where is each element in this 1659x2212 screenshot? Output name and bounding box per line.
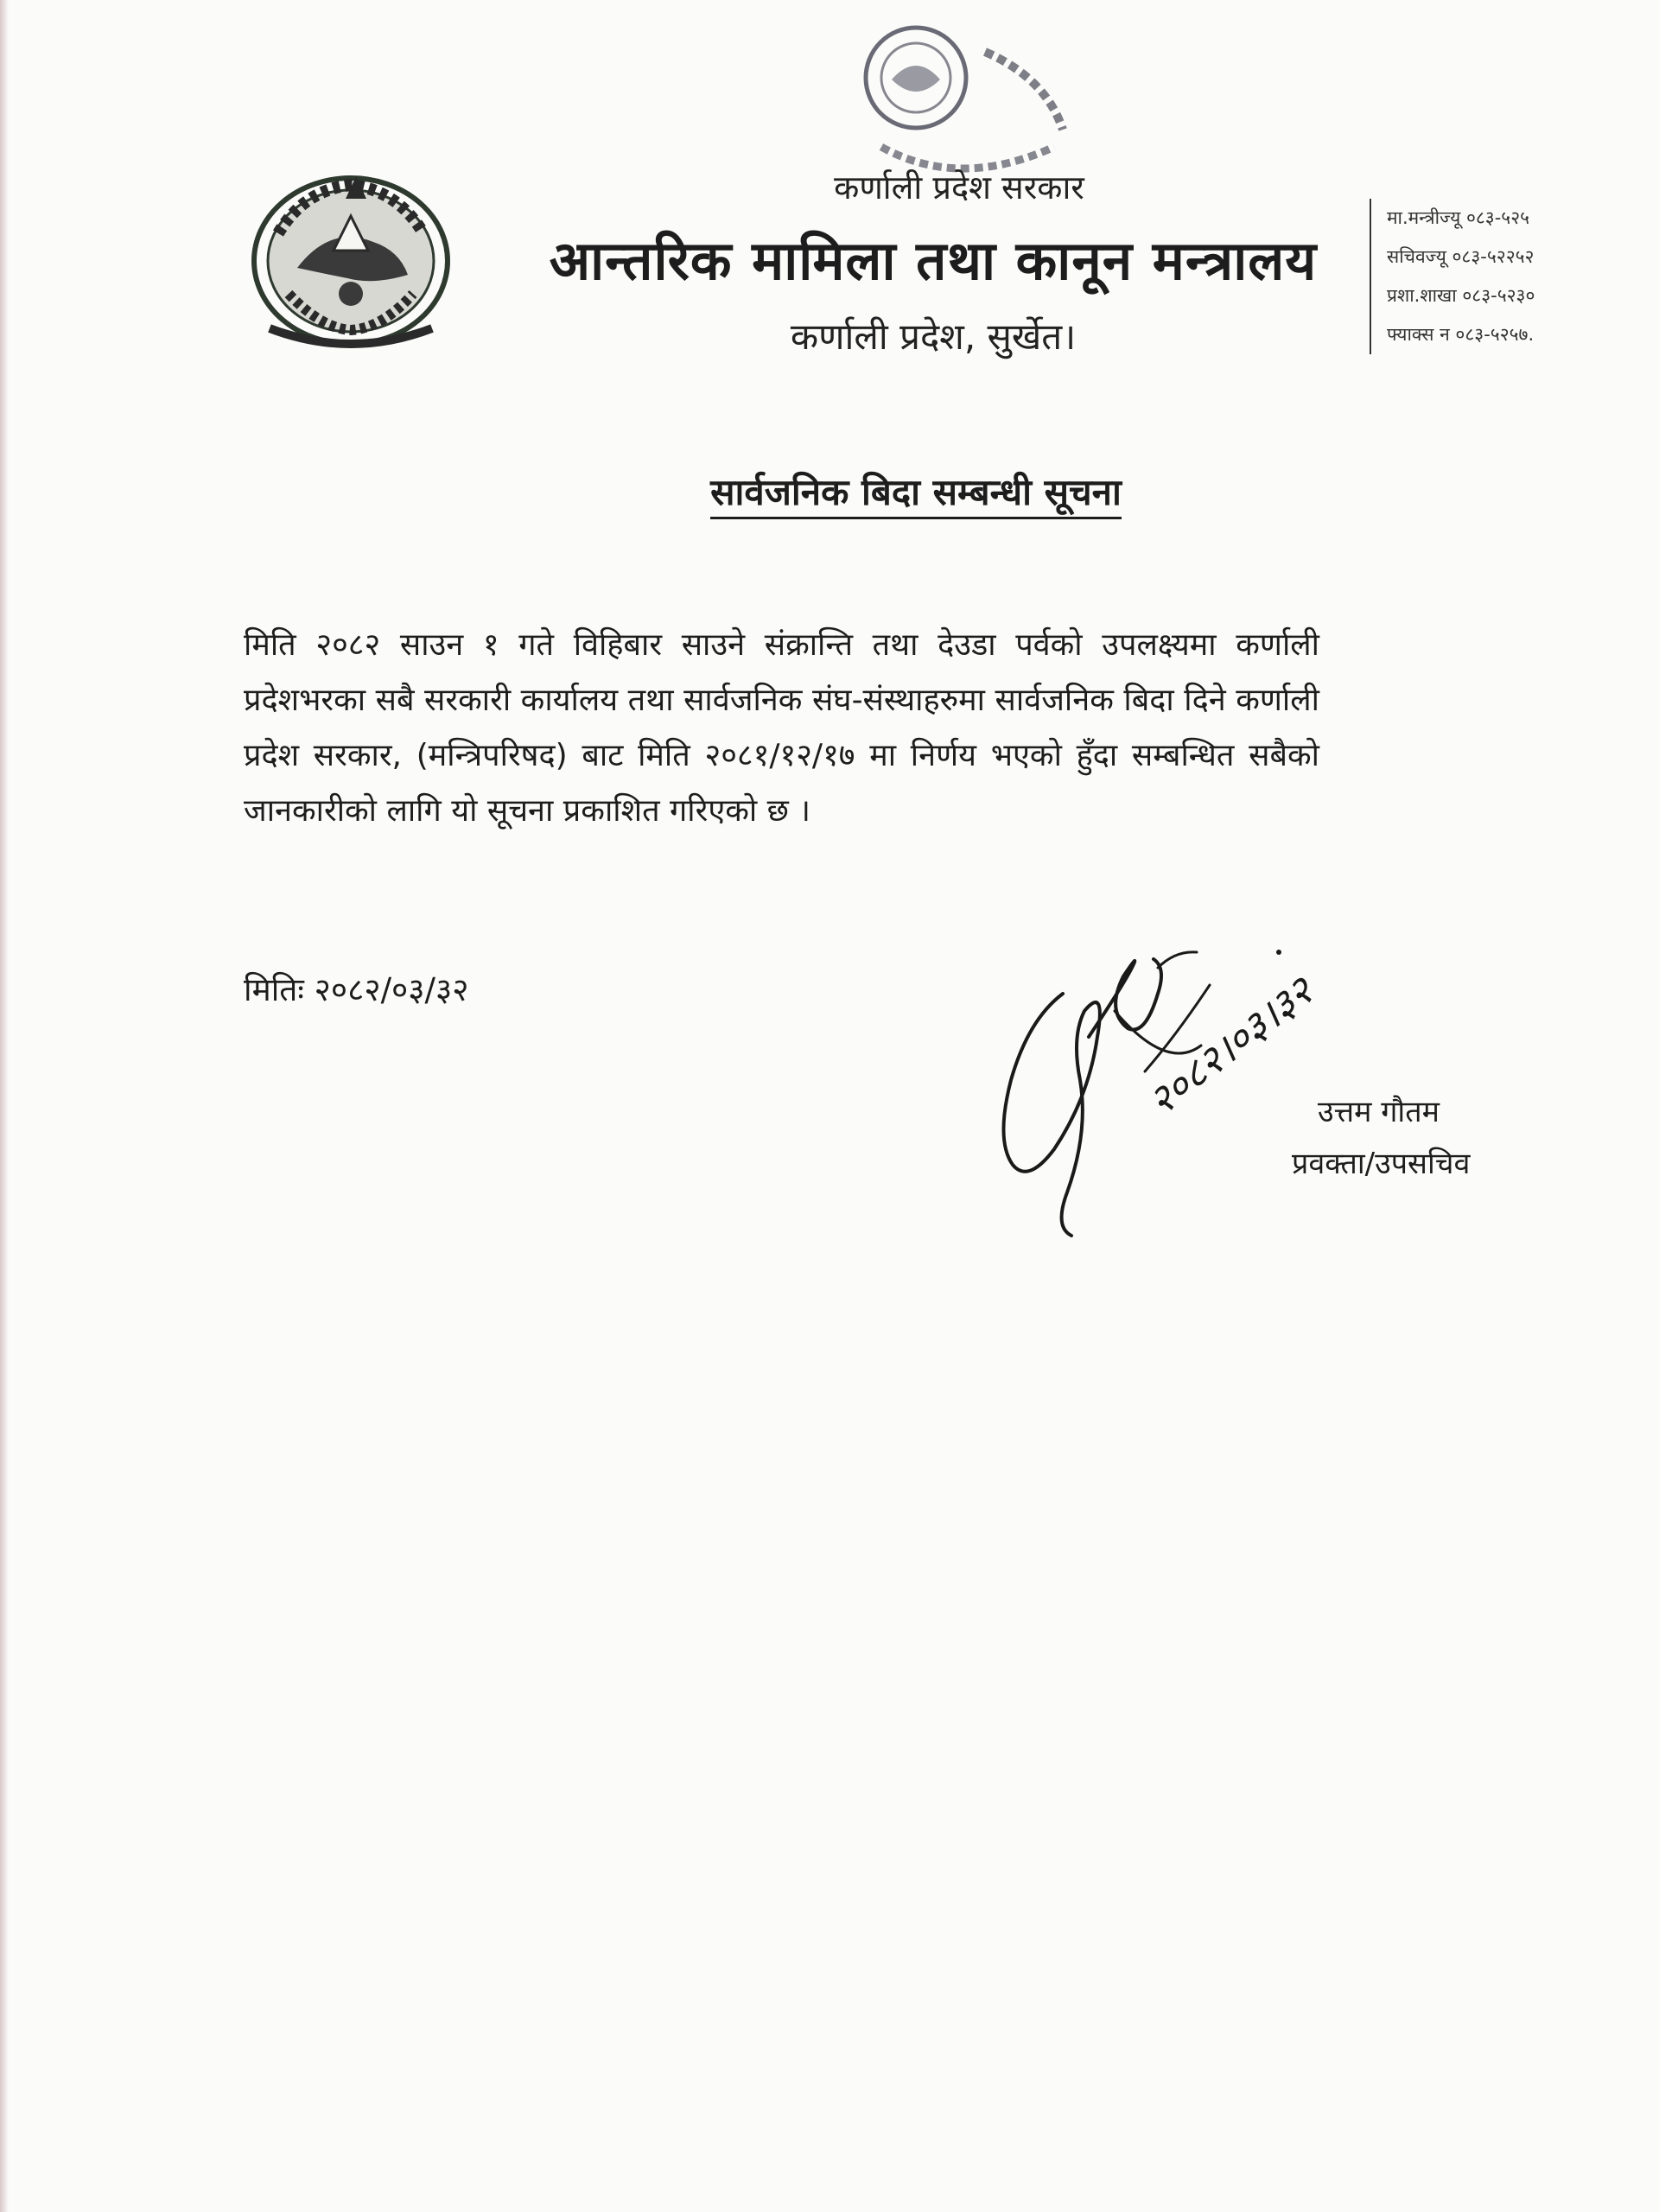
page-edge xyxy=(0,0,9,2212)
contact-list xyxy=(1370,199,1646,354)
contact-minister: मा.मन्त्रीज्यू ०८३-५२५ xyxy=(1387,207,1530,228)
ministry-name: आन्तरिक मामिला तथा कानून मन्त्रालय xyxy=(549,229,1318,292)
notice-title-text: सार्वजनिक बिदा सम्बन्धी सूचना xyxy=(710,471,1122,519)
office-location: कर्णाली प्रदेश, सुर्खेत। xyxy=(790,315,1077,358)
signatory-title: प्रवक्ता/उपसचिव xyxy=(1292,1147,1471,1181)
notice-title xyxy=(605,467,1227,516)
notice-body: मिति २०८२ साउन १ गते विहिबार साउने संक्रान्ति तथा देउडा पर्वको उपलक्ष्यमा कर्णाली प्रदेशभरका सबै सरकारी कार्यालय तथा सार्वजनिक संघ-संस्थाहरुमा सार्वजनिक बिदा दिने कर्णाली प्रदेश सरकार, (मन्त्रिपरिषद) बाट मिति २०८१/१२/१७ मा निर्णय भएको हुँदा सम्बन्धित सबैको जानकारीको लागि यो सूचना प्रकाशित गरिएको छ । xyxy=(244,627,1319,829)
nepal-emblem-icon xyxy=(244,164,458,354)
contact-fax: फ्याक्स न ०८३-५२५७. xyxy=(1387,324,1535,345)
signatory-name: उत्तम गौतम xyxy=(1318,1095,1440,1129)
contact-admin-section: प्रशा.शाखा ०८३-५२३० xyxy=(1387,285,1535,306)
notice-date: मितिः २०८२/०३/३२ xyxy=(244,971,469,1008)
contact-secretary: सचिवज्यू ०८३-५२२५२ xyxy=(1387,246,1535,267)
government-name: कर्णाली प्रदेश सरकार xyxy=(834,168,1084,207)
handwritten-date: २०८२।०३।३२ xyxy=(1139,967,1322,1125)
